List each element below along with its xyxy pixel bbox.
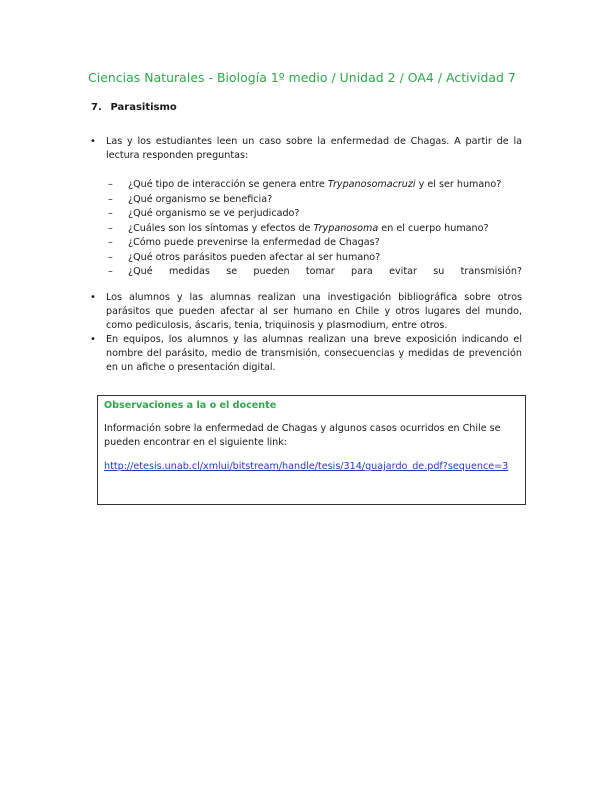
word: se — [226, 266, 238, 277]
section-number: 7. — [91, 102, 102, 113]
bullet-reading-case: • Las y los estudiantes leen un caso sobre la enfermedad de Chagas. A partir de la lectura responden preguntas: — [88, 135, 522, 163]
bullet-list-intro — [88, 135, 522, 173]
teacher-observations-box — [97, 395, 526, 505]
word: transmisión? — [460, 266, 522, 277]
question-item — [108, 265, 522, 280]
question-text: ¿Cuáles son los síntomas y efectos de — [128, 222, 314, 234]
question-item — [108, 222, 522, 237]
question-item: – ¿Qué organismo se ve perjudicado? — [108, 207, 522, 222]
question-item: – ¿Qué organismo se beneficia? — [108, 193, 522, 208]
word: su — [433, 266, 445, 277]
question-list — [108, 178, 522, 280]
question-item: – ¿Cómo puede prevenirse la enfermedad de Chagas? — [108, 236, 522, 251]
word: – ¿Qué — [128, 266, 153, 277]
question-item — [108, 178, 522, 193]
word: tomar — [305, 266, 335, 277]
bullet-research: • Los alumnos y las alumnas realizan una investigación bibliográfica sobre otros parásitos que pueden afectar al ser humano en Chile y otros lugares del mundo, como pediculosis, áscaris, tenia, triquinosis y plasmodium, entre otros. — [88, 291, 522, 333]
species-name: Trypanosoma — [313, 222, 379, 234]
question-text: en el cuerpo humano? — [378, 222, 489, 234]
observations-title: Observaciones a la o el docente — [104, 400, 277, 411]
question-item: – ¿Qué otros parásitos pueden afectar al ser humano? — [108, 251, 522, 266]
species-name: Trypanosomacruzi — [327, 179, 416, 190]
question-text: ¿Qué tipo de interacción se genera entre — [128, 179, 328, 190]
question-text: y el ser humano? — [415, 179, 502, 190]
word: evitar — [389, 266, 417, 277]
page-header: Ciencias Naturales - Biología 1º medio / Unidad 2 / OA4 / Actividad 7 — [88, 70, 516, 85]
word: medidas — [168, 266, 210, 277]
section-title-text: Parasitismo — [110, 102, 177, 113]
word: para — [350, 266, 373, 277]
reference-link[interactable]: http://etesis.unab.cl/xmlui/bitstream/handle/tesis/314/guajardo_de.pdf?sequence=3 — [104, 461, 509, 472]
bullet-exposition: • En equipos, los alumnos y las alumnas realizan una breve exposición indicando el nombre del parásito, medio de transmisión, consecuencias y medidas de prevención en un afiche o presentación digital. — [88, 333, 522, 375]
bullet-list-activities — [88, 291, 522, 375]
section-title — [91, 101, 177, 115]
word: pueden — [253, 266, 290, 277]
observations-text: Información sobre la enfermedad de Chagas y algunos casos ocurridos en Chile se pueden encontrar en el siguiente link: — [104, 423, 501, 448]
